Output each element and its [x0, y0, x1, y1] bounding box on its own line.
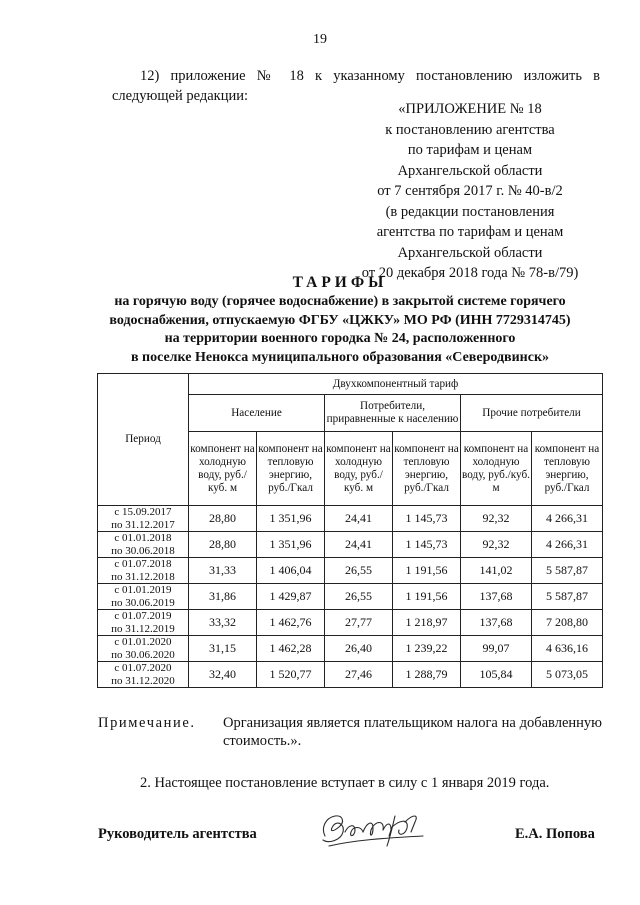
appendix-line: от 7 сентября 2017 г. № 40-в/2 [377, 183, 563, 199]
period-to: по 31.12.2017 [111, 518, 175, 531]
tariff-table-body [98, 506, 603, 688]
tariff-value-cell: 137,68 [461, 610, 532, 636]
period-cell [98, 558, 189, 584]
appendix-line: Архангельской области [397, 162, 543, 179]
appendix-line: (в редакции постановления [385, 203, 555, 220]
tariff-value-cell: 1 429,87 [257, 584, 325, 610]
period-from: с 15.09.2017 [114, 506, 172, 518]
tariff-value-cell: 5 587,87 [532, 558, 603, 584]
tariff-value-cell: 4 266,31 [532, 532, 603, 558]
appendix-line: агентства по тарифам и ценам [376, 224, 564, 240]
table-row [98, 506, 603, 532]
appendix-line: к постановлению агентства [385, 121, 555, 138]
tariff-value-cell: 26,55 [325, 584, 393, 610]
component-header: компонент на тепловую энергию, руб./Гкал [393, 432, 461, 506]
period-to: по 31.12.2018 [111, 570, 175, 583]
subtitle-line: на территории военного городка № 24, расположенного [164, 331, 516, 346]
group-header: Население [189, 395, 325, 432]
tariff-value-cell: 1 288,79 [393, 662, 461, 688]
tariff-type-header: Двухкомпонентный тариф [189, 374, 603, 395]
tariff-table [97, 373, 603, 688]
note [98, 714, 602, 754]
table-row [98, 584, 603, 610]
tariff-value-cell: 141,02 [461, 558, 532, 584]
table-row [98, 532, 603, 558]
period-cell [98, 506, 189, 532]
note-label: Примечание. [98, 715, 196, 731]
tariff-value-cell: 1 218,97 [393, 610, 461, 636]
handwritten-signature [315, 806, 430, 852]
period-to: по 31.12.2020 [111, 674, 175, 687]
period-to: по 30.06.2020 [111, 648, 175, 661]
group-header: Прочие потребители [461, 395, 603, 432]
appendix-header [330, 99, 610, 284]
tariff-value-cell: 27,77 [325, 610, 393, 636]
period-to: по 31.12.2019 [111, 622, 175, 635]
tariff-value-cell: 26,40 [325, 636, 393, 662]
signatory-name: Е.А. Попова [515, 826, 595, 842]
tariff-value-cell: 26,55 [325, 558, 393, 584]
subtitle-line: на горячую воду (горячее водоснабжение) в закрытой системе горячего [114, 294, 566, 309]
tariff-value-cell: 31,15 [189, 636, 257, 662]
document-subtitle [80, 293, 600, 367]
tariff-value-cell: 28,80 [189, 532, 257, 558]
appendix-line: Архангельской области [397, 244, 543, 261]
component-header: компонент на тепловую энергию, руб./Гкал [257, 432, 325, 506]
period-cell [98, 610, 189, 636]
tariff-value-cell: 33,32 [189, 610, 257, 636]
tariff-value-cell: 1 191,56 [393, 584, 461, 610]
appendix-line: «ПРИЛОЖЕНИЕ № 18 [398, 101, 542, 117]
table-row [98, 610, 603, 636]
tariff-value-cell: 105,84 [461, 662, 532, 688]
period-from: с 01.07.2019 [114, 610, 172, 622]
tariff-value-cell: 1 239,22 [393, 636, 461, 662]
signatory-position: Руководитель агентства [98, 826, 257, 842]
note-text: Организация является плательщиком налога на добавленную стоимость.». [223, 715, 602, 749]
period-cell [98, 636, 189, 662]
tariff-value-cell: 31,33 [189, 558, 257, 584]
tariff-value-cell: 1 351,96 [257, 506, 325, 532]
tariff-value-cell: 92,32 [461, 532, 532, 558]
subtitle-line: в поселке Ненокса муниципального образования «Северодвинск» [130, 349, 550, 365]
period-cell [98, 662, 189, 688]
tariff-value-cell: 28,80 [189, 506, 257, 532]
appendix-line: по тарифам и ценам [407, 142, 533, 158]
page-number: 19 [313, 32, 327, 47]
tariff-value-cell: 1 191,56 [393, 558, 461, 584]
tariff-value-cell: 1 520,77 [257, 662, 325, 688]
amendment-paragraph: 12) приложение № 18 к указанному постановлению изложить в следующей редакции: [112, 68, 600, 104]
tariff-value-cell: 137,68 [461, 584, 532, 610]
tariff-value-cell: 4 636,16 [532, 636, 603, 662]
tariff-value-cell: 32,40 [189, 662, 257, 688]
period-header: Период [98, 374, 189, 506]
subtitle-line: водоснабжения, отпускаемую ФГБУ «ЦЖКУ» МО РФ (ИНН 7729314745) [109, 312, 571, 328]
component-header: компонент на холодную воду, руб./куб. м [189, 432, 257, 506]
period-to: по 30.06.2019 [111, 596, 175, 609]
period-from: с 01.07.2020 [114, 662, 172, 674]
tariff-value-cell: 92,32 [461, 506, 532, 532]
tariff-value-cell: 31,86 [189, 584, 257, 610]
component-header: компонент на холодную воду, руб./куб. м [325, 432, 393, 506]
tariff-value-cell: 24,41 [325, 532, 393, 558]
tariff-value-cell: 27,46 [325, 662, 393, 688]
tariff-value-cell: 99,07 [461, 636, 532, 662]
table-row [98, 636, 603, 662]
period-cell [98, 584, 189, 610]
tariff-value-cell: 5 587,87 [532, 584, 603, 610]
effective-date-paragraph: 2. Настоящее постановление вступает в силу с 1 января 2019 года. [140, 775, 550, 791]
component-header: компонент на холодную воду, руб./куб. м [461, 432, 532, 506]
period-from: с 01.07.2018 [114, 558, 172, 570]
tariff-value-cell: 1 406,04 [257, 558, 325, 584]
tariff-value-cell: 1 145,73 [393, 532, 461, 558]
component-header: компонент на тепловую энергию, руб./Гкал [532, 432, 603, 506]
table-row [98, 558, 603, 584]
tariff-value-cell: 24,41 [325, 506, 393, 532]
table-row [98, 662, 603, 688]
tariff-value-cell: 1 351,96 [257, 532, 325, 558]
tariff-value-cell: 5 073,05 [532, 662, 603, 688]
tariff-value-cell: 1 462,28 [257, 636, 325, 662]
period-from: с 01.01.2018 [114, 532, 172, 544]
period-to: по 30.06.2018 [111, 544, 175, 557]
tariff-value-cell: 7 208,80 [532, 610, 603, 636]
tariff-value-cell: 1 462,76 [257, 610, 325, 636]
document-title: ТАРИФЫ [292, 274, 388, 291]
period-from: с 01.01.2020 [114, 636, 172, 648]
period-cell [98, 532, 189, 558]
period-from: с 01.01.2019 [114, 584, 172, 596]
tariff-value-cell: 1 145,73 [393, 506, 461, 532]
group-header: Потребители, приравненные к населению [325, 395, 461, 432]
appendix-line: от 20 декабря 2018 года № 78-в/79) [361, 265, 579, 281]
tariff-value-cell: 4 266,31 [532, 506, 603, 532]
